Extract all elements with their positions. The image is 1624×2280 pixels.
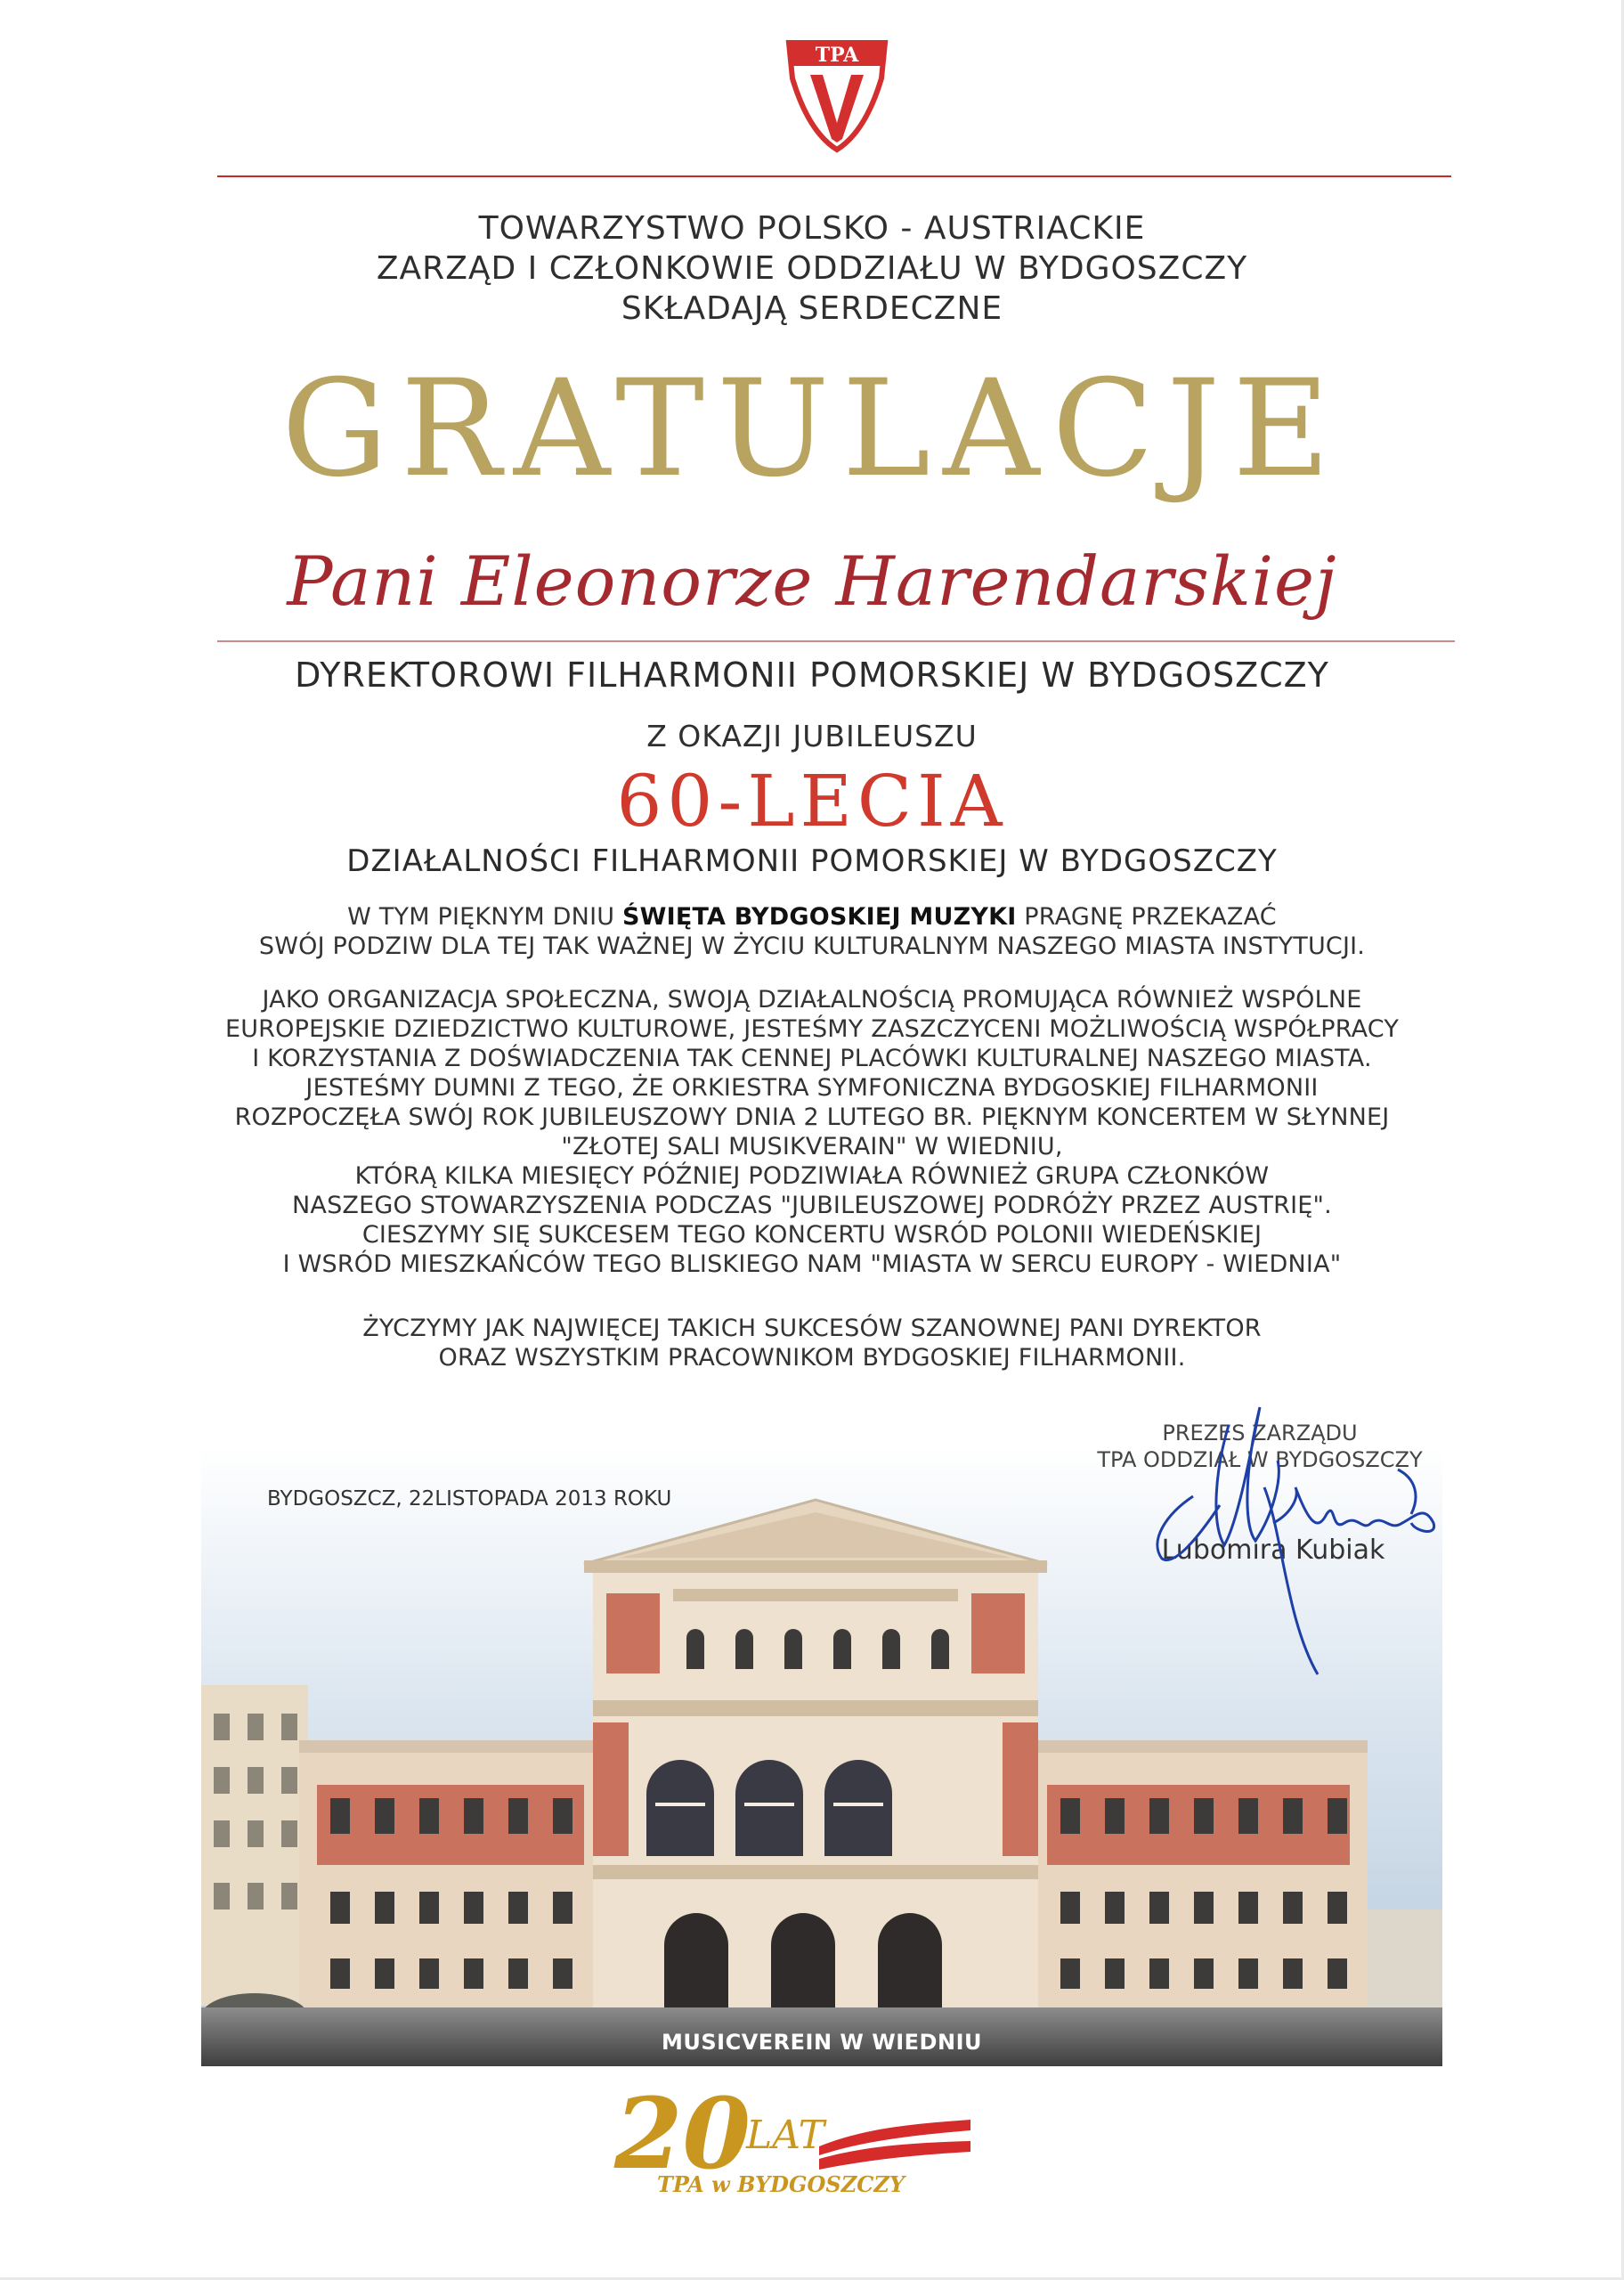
photo-caption: MUSICVEREIN W WIEDNIU (662, 2030, 982, 2055)
paragraph-text: W TYM PIĘKNYM DNIU (347, 903, 622, 931)
anniversary-word: LAT (746, 2113, 824, 2158)
paragraph-line: "ZŁOTEJ SALI MUSIKVERAIN" W WIEDNIU, (561, 1133, 1063, 1160)
paragraph-line: ORAZ WSZYSTKIM PRACOWNIKOM BYDGOSKIEJ FILHARMONII. (438, 1344, 1186, 1372)
tpa-shield-logo (776, 34, 897, 155)
page-title: GRATULACJE (281, 352, 1343, 507)
place-date: BYDGOSZCZ, 22LISTOPADA 2013 ROKU (267, 1487, 672, 1510)
occasion-line: Z OKAZJI JUBILEUSZU (646, 719, 978, 753)
heading-block (0, 208, 1624, 329)
paragraph-text: PRAGNĘ PRZEKAZAĆ (1016, 903, 1277, 931)
top-divider (217, 175, 1451, 177)
heading-line: TOWARZYSTWO POLSKO - AUSTRIACKIE (478, 210, 1146, 247)
paragraph-line: ŻYCZYMY JAK NAJWIĘCEJ TAKICH SUKCESÓW SZANOWNEJ PANI DYREKTOR (362, 1315, 1262, 1342)
paragraph-main (0, 985, 1624, 1279)
heading-line: ZARZĄD I CZŁONKOWIE ODDZIAŁU W BYDGOSZCZY (376, 250, 1248, 287)
anniversary-number: 20 (614, 2076, 751, 2191)
paragraph-line: JAKO ORGANIZACJA SPOŁECZNA, SWOJĄ DZIAŁALNOŚCIĄ PROMUJĄCA RÓWNIEŻ WSPÓLNE (262, 986, 1362, 1014)
recipient-underline (217, 640, 1455, 642)
paragraph-line: SWÓJ PODZIW DLA TEJ TAK WAŻNEJ W ŻYCIU KULTURALNYM NASZEGO MIASTA INSTYTUCJI. (258, 932, 1366, 960)
recipient-name: Pani Eleonorze Harendarskiej (287, 542, 1337, 621)
paragraph-line: KTÓRĄ KILKA MIESIĘCY PÓŹNIEJ PODZIWIAŁA RÓWNIEŻ GRUPA CZŁONKÓW (354, 1162, 1270, 1190)
paragraph-line: I WSRÓD MIESZKAŃCÓW TEGO BLISKIEGO NAM "MIASTA W SERCU EUROPY - WIEDNIA" (282, 1250, 1342, 1278)
heading-line: SKŁADAJĄ SERDECZNE (621, 290, 1003, 327)
signer-role: PREZES ZARZĄDU (1162, 1421, 1358, 1445)
signer-name: Lubomira Kubiak (1161, 1535, 1385, 1566)
paragraph-line: ROZPOCZĘŁA SWÓJ ROK JUBILEUSZOWY DNIA 2 LUTEGO BR. PIĘKNYM KONCERTEM W SŁYNNEJ (234, 1103, 1390, 1131)
paragraph-intro (0, 902, 1624, 961)
paragraph-line: EUROPEJSKIE DZIEDZICTWO KULTUROWE, JESTEŚMY ZASZCZYCENI MOŻLIWOŚCIĄ WSPÓŁPRACY (224, 1015, 1400, 1043)
logo-text: TPA (815, 44, 859, 67)
paragraph-line: I KORZYSTANIA Z DOŚWIADCZENIA TAK CENNEJ PLACÓWKI KULTURALNEJ NASZEGO MIASTA. (252, 1045, 1372, 1072)
handwritten-signature (1060, 1389, 1460, 1692)
holiday-name: ŚWIĘTA BYDGOSKIEJ MUZYKI (621, 903, 1017, 931)
paragraph-line: NASZEGO STOWARZYSZENIA PODCZAS "JUBILEUSZOWEJ PODRÓŻY PRZEZ AUSTRIĘ". (292, 1192, 1332, 1219)
activity-line: DZIAŁALNOŚCI FILHARMONII POMORSKIEJ W BYDGOSZCZY (346, 843, 1278, 879)
anniversary-subtitle: TPA w BYDGOSZCZY (657, 2171, 905, 2197)
paragraph-line: JESTEŚMY DUMNI Z TEGO, ŻE ORKIESTRA SYMFONICZNA BYDGOSKIEJ FILHARMONII (305, 1074, 1319, 1102)
director-line: DYREKTOROWI FILHARMONII POMORSKIEJ W BYDGOSZCZY (295, 656, 1329, 695)
paragraph-line (0, 902, 1624, 932)
anniversary-title: 60-LECIA (616, 760, 1008, 843)
signer-organization: TPA ODDZIAŁ W BYDGOSZCZY (1097, 1447, 1423, 1472)
paragraph-wishes (0, 1314, 1624, 1372)
paragraph-line: CIESZYMY SIĘ SUKCESEM TEGO KONCERTU WSRÓD POLONII WIEDEŃSKIEJ (361, 1221, 1263, 1249)
